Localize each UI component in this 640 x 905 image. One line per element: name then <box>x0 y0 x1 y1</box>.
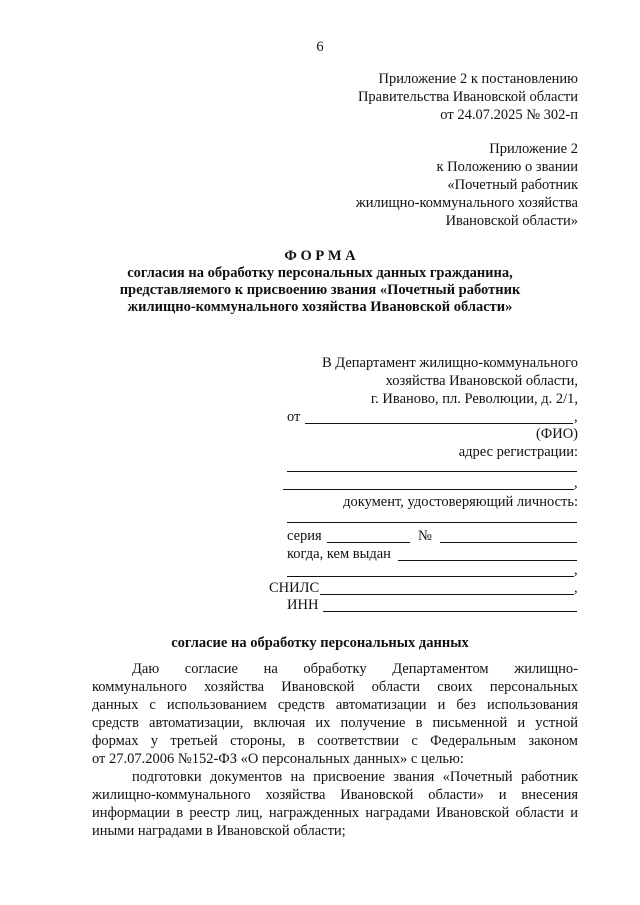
paragraph-line: средств автоматизации, включая их получение в письменной и устной <box>92 715 578 731</box>
appendix-sub-line: к Положению о звании <box>436 159 578 175</box>
address-label: адрес регистрации: <box>458 444 578 460</box>
inn-label: ИНН <box>287 597 319 613</box>
paragraph-line: от 27.07.2006 №152-ФЗ «О персональных данных» с целью: <box>92 751 464 767</box>
consent-heading: согласие на обработку персональных данных <box>171 635 469 651</box>
paragraph-line: формах у третьей стороны, в соответствии с Федеральным законом <box>92 733 578 749</box>
series-field[interactable] <box>327 542 410 543</box>
appendix-sub-line: жилищно-коммунального хозяйства <box>355 195 578 211</box>
number-field[interactable] <box>440 542 577 543</box>
appendix-sub-line: Ивановской области» <box>445 213 578 229</box>
document-label: документ, удостоверяющий личность: <box>343 494 578 510</box>
comma: , <box>574 409 578 425</box>
appendix-sub-line: «Почетный работник <box>447 177 578 193</box>
appendix-line: от 24.07.2025 № 302-п <box>440 107 578 123</box>
document-field-line[interactable] <box>287 522 577 523</box>
paragraph-line: Даю согласие на обработку Департаментом жилищно- <box>132 661 578 677</box>
form-subtitle-line: согласия на обработку персональных данных гражданина, <box>127 265 513 281</box>
series-label: серия <box>287 528 322 544</box>
paragraph-line: коммунального хозяйства Ивановской области своих персональных <box>92 679 578 695</box>
addressee-line: хозяйства Ивановской области, <box>385 373 578 389</box>
comma: , <box>574 562 578 578</box>
form-subtitle-line: жилищно-коммунального хозяйства Ивановской области» <box>127 299 513 315</box>
issued-label: когда, кем выдан <box>287 546 391 562</box>
fio-hint: (ФИО) <box>535 426 578 442</box>
snils-field[interactable] <box>320 594 574 595</box>
paragraph-line: подготовки документов на присвоение звания «Почетный работник <box>132 769 578 785</box>
form-subtitle-line: представляемого к присвоению звания «Почетный работник <box>119 282 521 298</box>
address-field-line[interactable] <box>283 489 574 490</box>
paragraph-line: иными наградами в Ивановской области; <box>92 823 346 839</box>
addressee-line: В Департамент жилищно-коммунального <box>321 355 578 371</box>
paragraph-line: жилищно-коммунального хозяйства Ивановской области» и внесения <box>92 787 578 803</box>
appendix-line: Приложение 2 к постановлению <box>378 71 578 87</box>
addressee-line: г. Иваново, пл. Революции, д. 2/1, <box>370 391 578 407</box>
page-number: 6 <box>316 39 324 55</box>
inn-field[interactable] <box>323 611 577 612</box>
issued-field-line[interactable] <box>287 576 574 577</box>
number-label: № <box>418 528 432 544</box>
paragraph-line: информации в реестр лиц, награжденных наградами Ивановской области и <box>92 805 578 821</box>
comma: , <box>574 580 578 596</box>
from-label: от <box>287 409 301 425</box>
issued-field[interactable] <box>398 560 577 561</box>
address-field-line[interactable] <box>287 471 577 472</box>
fio-field[interactable] <box>305 423 573 424</box>
form-title: Ф О Р М А <box>284 248 356 264</box>
appendix-sub-line: Приложение 2 <box>489 141 578 157</box>
paragraph-line: данных с использованием средств автоматизации и без использования <box>92 697 578 713</box>
appendix-line: Правительства Ивановской области <box>357 89 578 105</box>
snils-label: СНИЛС <box>269 580 320 596</box>
comma: , <box>574 475 578 491</box>
